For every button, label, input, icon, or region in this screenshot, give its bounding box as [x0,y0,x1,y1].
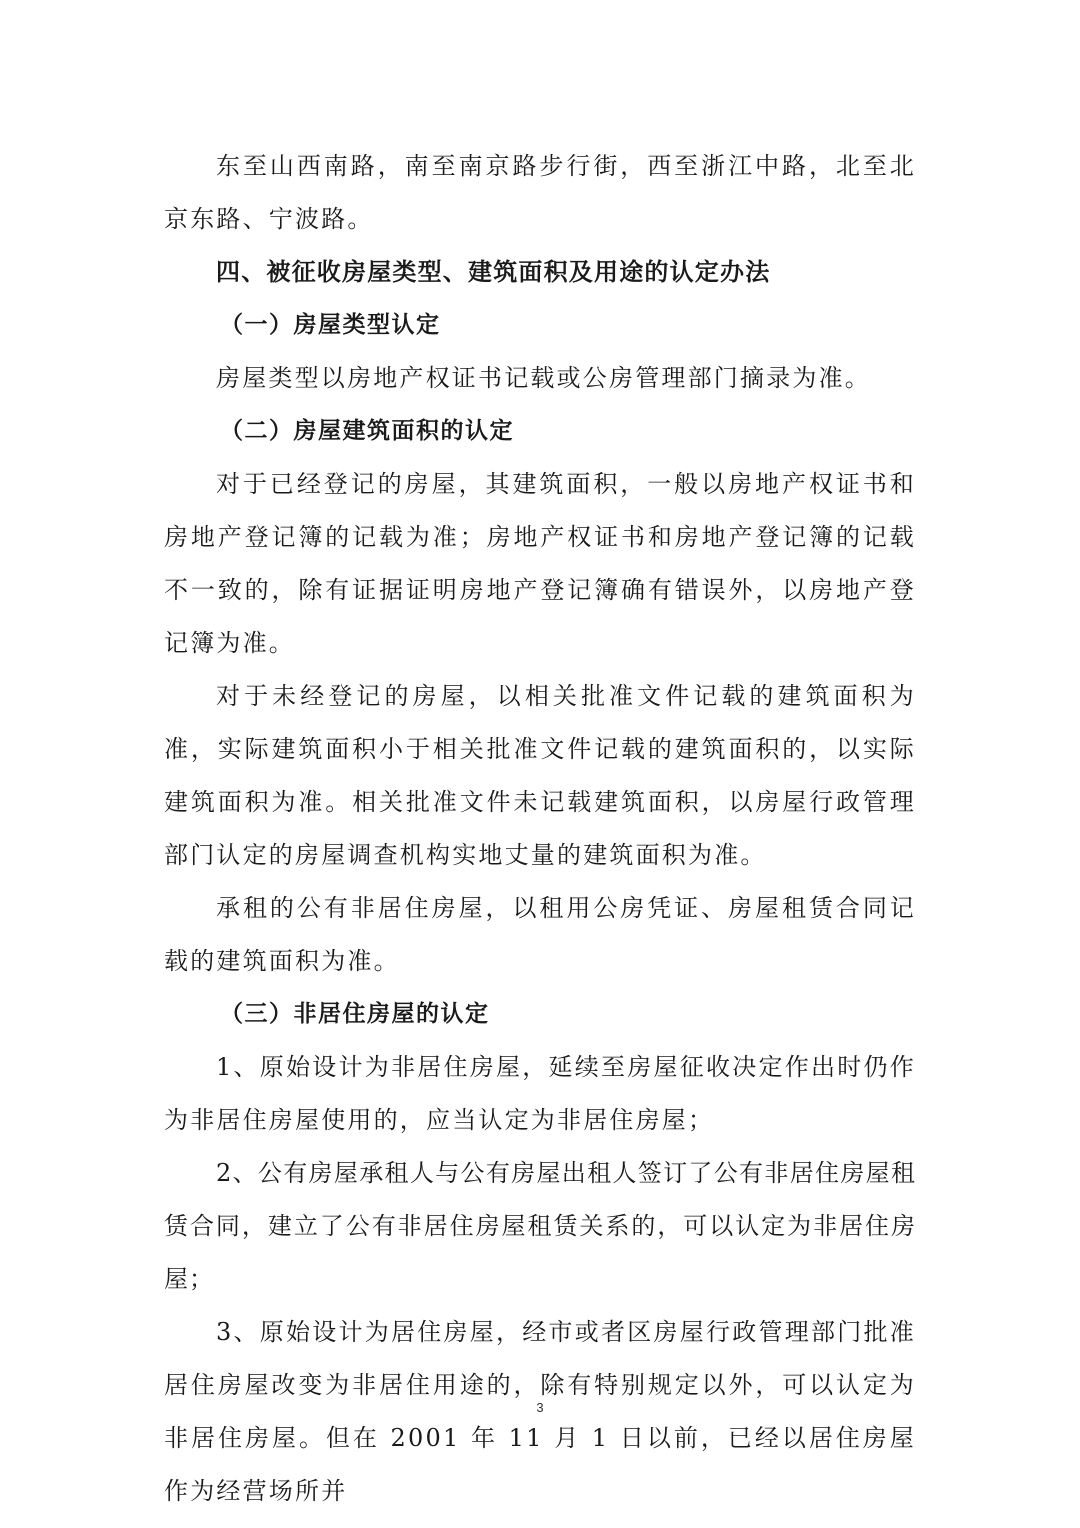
paragraph-area-registered: 对于已经登记的房屋，其建筑面积，一般以房地产权证书和房地产登记簿的记载为准；房地产权证书和房地产登记簿的记载不一致的，除有证据证明房地产登记簿确有错误外，以房地产登记簿为准。 [164,470,916,657]
paragraph-area-rented: 承租的公有非居住房屋，以租用公房凭证、房屋租赁合同记载的建筑面积为准。 [164,894,916,975]
subsection-heading-1: （一）房屋类型认定 [220,312,441,338]
paragraph-house-type: 房屋类型以房地产权证书记载或公房管理部门摘录为准。 [216,364,871,392]
page-number: 3 [536,1400,544,1415]
paragraph-boundary: 东至山西南路，南至南京路步行街，西至浙江中路，北至北京东路、宁波路。 [164,152,916,233]
subsection-heading-2: （二）房屋建筑面积的认定 [220,418,514,444]
paragraph-area-unregistered: 对于未经登记的房屋，以相关批准文件记载的建筑面积为准，实际建筑面积小于相关批准文件记载的建筑面积的，以实际建筑面积为准。相关批准文件未记载建筑面积，以房屋行政管理部门认定的房屋调查机构实地丈量的建筑面积为准。 [164,682,916,869]
paragraph-nonresidential-3: 3、原始设计为居住房屋，经市或者区房屋行政管理部门批准居住房屋改变为非居住用途的，除有特别规定以外，可以认定为非居住房屋。但在 2001 年 11 月 1 日以前，已经以居住房屋作为经营场所并 [164,1318,916,1505]
document-body [164,140,916,1518]
paragraph-nonresidential-2: 2、公有房屋承租人与公有房屋出租人签订了公有非居住房屋租赁合同，建立了公有非居住房屋租赁关系的，可以认定为非居住房屋； [164,1159,916,1293]
paragraph-nonresidential-1: 1、原始设计为非居住房屋，延续至房屋征收决定作出时仍作为非居住房屋使用的，应当认定为非居住房屋； [164,1053,916,1134]
section-heading-4: 四、被征收房屋类型、建筑面积及用途的认定办法 [216,258,771,286]
subsection-heading-3: （三）非居住房屋的认定 [220,1001,490,1027]
